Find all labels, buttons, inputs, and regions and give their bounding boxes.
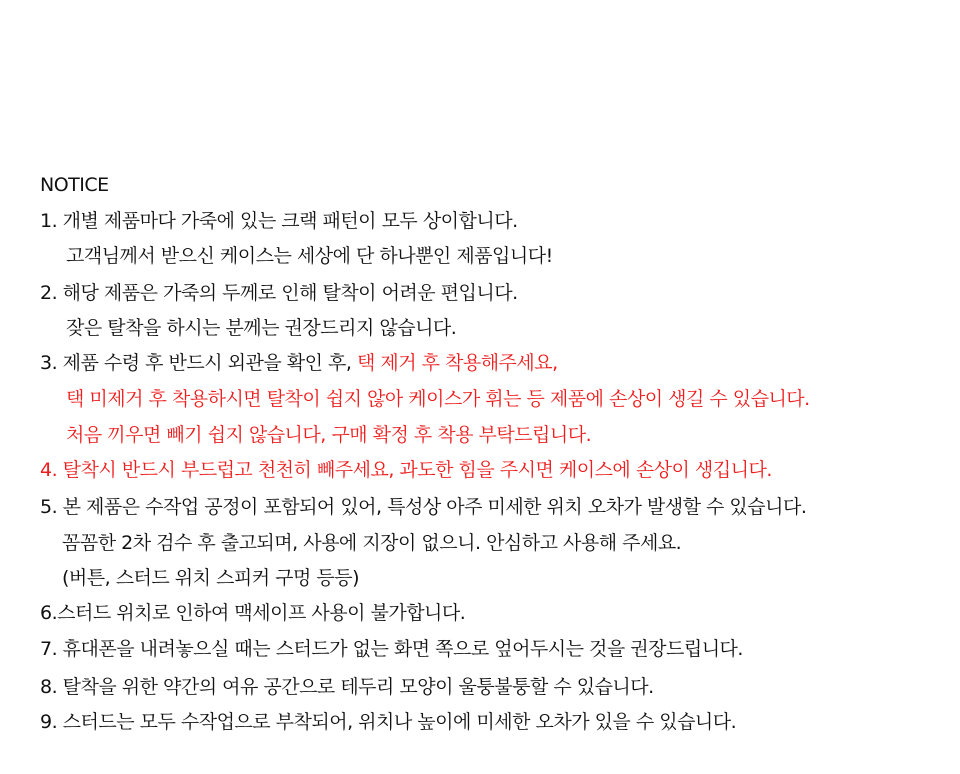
notice-item-3-warning: 택 제거 후 착용해주세요,	[356, 352, 558, 374]
notice-item-1-detail: 고객님께서 받으신 케이스는 세상에 단 하나뿐인 제품입니다!	[66, 245, 553, 267]
notice-item-3-text: 3. 제품 수령 후 반드시 외관을 확인 후,	[40, 352, 357, 374]
notice-item-7: 7. 휴대폰을 내려놓으실 때는 스터드가 없는 화면 쪽으로 엎어두시는 것을 권장드립니다.	[40, 638, 743, 660]
notice-item-5: 5. 본 제품은 수작업 공정이 포함되어 있어, 특성상 아주 미세한 위치 오차가 발생할 수 있습니다.	[40, 496, 807, 518]
notice-item-3-warning-note: 처음 끼우면 빼기 쉽지 않습니다, 구매 확정 후 착용 부탁드립니다.	[66, 424, 592, 446]
notice-item-1: 1. 개별 제품마다 가죽에 있는 크랙 패턴이 모두 상이합니다.	[40, 210, 518, 232]
notice-item-5-note: (버튼, 스터드 위치 스피커 구멍 등등)	[62, 567, 360, 589]
notice-item-6: 6.스터드 위치로 인하여 맥세이프 사용이 불가합니다.	[40, 602, 466, 624]
notice-item-3	[40, 350, 558, 376]
notice-item-3-warning-detail: 택 미제거 후 착용하시면 탈착이 쉽지 않아 케이스가 휘는 등 제품에 손상이 생길 수 있습니다.	[66, 388, 810, 410]
notice-title: NOTICE	[40, 174, 109, 196]
notice-item-2: 2. 해당 제품은 가죽의 두께로 인해 탈착이 어려운 편입니다.	[40, 282, 518, 304]
notice-item-9: 9. 스터드는 모두 수작업으로 부착되어, 위치나 높이에 미세한 오차가 있을 수 있습니다.	[40, 711, 737, 733]
notice-item-8: 8. 탈착을 위한 약간의 여유 공간으로 테두리 모양이 울퉁불퉁할 수 있습니다.	[40, 676, 654, 698]
notice-item-5-detail: 꼼꼼한 2차 검수 후 출고되며, 사용에 지장이 없으니. 안심하고 사용해 주세요.	[62, 532, 682, 554]
notice-item-2-detail: 잦은 탈착을 하시는 분께는 권장드리지 않습니다.	[66, 317, 457, 339]
notice-item-4: 4. 탈착시 반드시 부드럽고 천천히 빼주세요, 과도한 힘을 주시면 케이스에 손상이 생깁니다.	[40, 459, 772, 481]
